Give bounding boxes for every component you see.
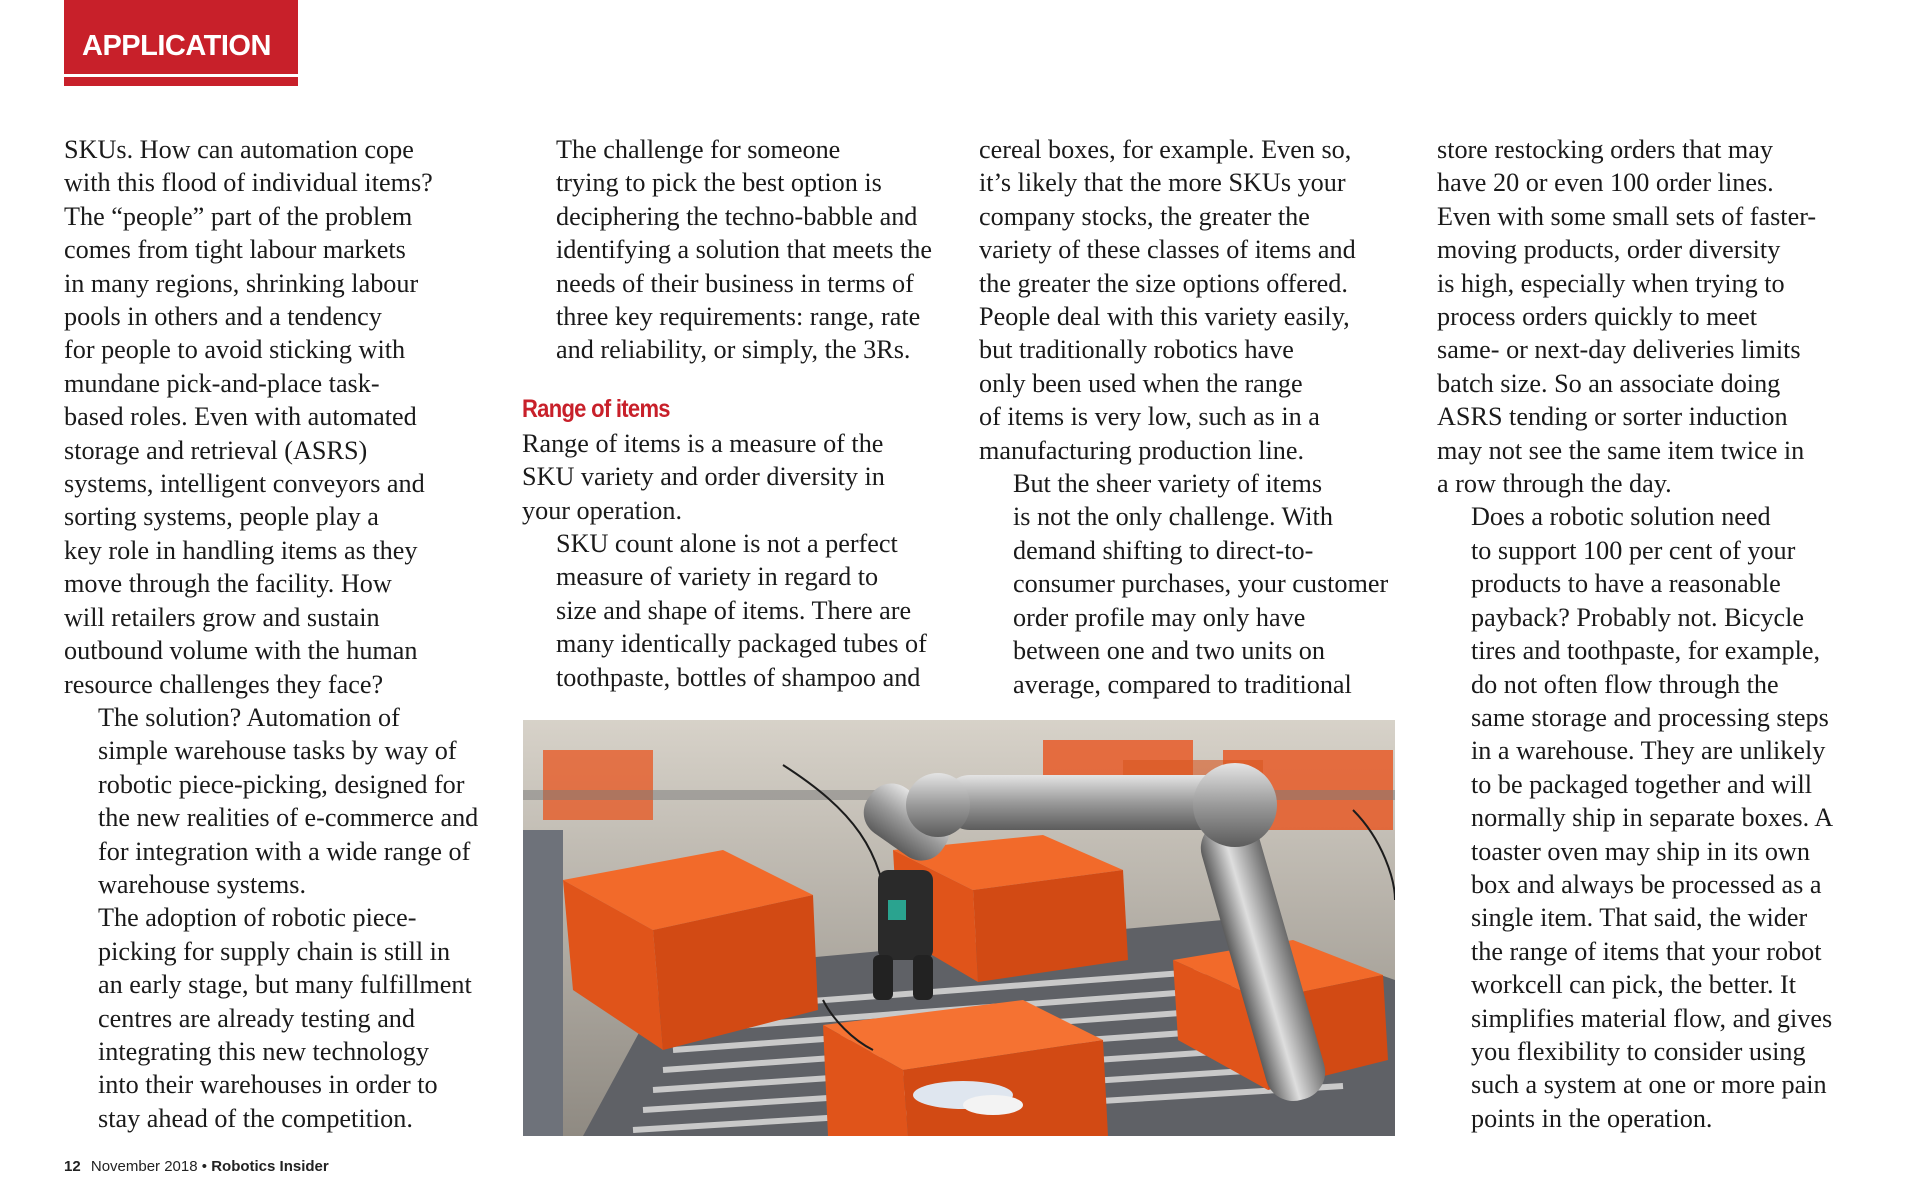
- text-line: to be packaged together and will: [1471, 769, 1813, 799]
- text-line: key role in handling items as they: [64, 535, 418, 565]
- text-line: but traditionally robotics have: [979, 335, 1294, 365]
- text-line: a row through the day.: [1437, 469, 1672, 499]
- text-line: stay ahead of the competition.: [98, 1103, 413, 1133]
- text-line: cereal boxes, for example. Even so,: [979, 135, 1352, 164]
- text-line: SKU variety and order diversity in: [522, 462, 885, 492]
- text-line: in many regions, shrinking labour: [64, 268, 419, 298]
- text-line: toothpaste, bottles of shampoo and: [556, 662, 921, 692]
- text-line: measure of variety in regard to: [556, 562, 879, 592]
- text-column-3: [979, 133, 1419, 701]
- text-line: in a warehouse. They are unlikely: [1471, 736, 1826, 766]
- text-line: the new realities of e-commerce and: [98, 803, 479, 833]
- text-line: SKU count alone is not a perfect: [556, 529, 898, 559]
- text-line: The solution? Automation of: [98, 702, 400, 732]
- text-line: box and always be processed as a: [1471, 869, 1822, 899]
- text-line: Range of items is a measure of the: [522, 428, 884, 458]
- text-line: the greater the size options offered.: [979, 268, 1348, 298]
- text-line: three key requirements: range, rate: [556, 302, 921, 332]
- text-line: the range of items that your robot: [1471, 936, 1822, 966]
- text-line: outbound volume with the human: [64, 636, 418, 666]
- paragraph: [522, 133, 962, 367]
- text-line: Even with some small sets of faster-: [1437, 201, 1817, 231]
- text-line: points in the operation.: [1471, 1103, 1713, 1133]
- paragraph: [1437, 500, 1877, 1135]
- text-column-4: [1437, 133, 1877, 1135]
- text-line: sorting systems, people play a: [64, 502, 379, 532]
- text-line: consumer purchases, your customer: [1013, 569, 1389, 599]
- text-line: such a system at one or more pain: [1471, 1070, 1827, 1100]
- text-line: Does a robotic solution need: [1471, 502, 1771, 532]
- paragraph: [64, 901, 504, 1135]
- text-line: of items is very low, such as in a: [979, 402, 1320, 432]
- paragraph: [522, 427, 962, 527]
- text-line: for people to avoid sticking with: [64, 335, 406, 365]
- robot-picking-photo: [523, 720, 1395, 1136]
- text-line: it’s likely that the more SKUs your: [979, 168, 1346, 198]
- subheading-range-of-items: Range of items: [522, 394, 670, 423]
- text-line: The “people” part of the problem: [64, 201, 413, 231]
- text-line: may not see the same item twice in: [1437, 435, 1805, 465]
- text-line: batch size. So an associate doing: [1437, 368, 1781, 398]
- text-line: size and shape of items. There are: [556, 595, 912, 625]
- text-line: picking for supply chain is still in: [98, 936, 451, 966]
- text-line: is not the only challenge. With: [1013, 502, 1333, 532]
- paragraph: [979, 467, 1419, 701]
- text-line: moving products, order diversity: [1437, 235, 1781, 265]
- text-line: The adoption of robotic piece-: [98, 903, 417, 933]
- text-line: same storage and processing steps: [1471, 702, 1829, 732]
- text-line: But the sheer variety of items: [1013, 469, 1323, 499]
- text-line: deciphering the techno-babble and: [556, 201, 918, 231]
- text-line: into their warehouses in order to: [98, 1070, 438, 1100]
- text-line: workcell can pick, the better. It: [1471, 970, 1797, 1000]
- robot-arm-illustration: [523, 720, 1395, 1136]
- text-line: order profile may only have: [1013, 602, 1306, 632]
- paragraph: [1437, 133, 1877, 500]
- text-line: products to have a reasonable: [1471, 569, 1781, 599]
- text-line: systems, intelligent conveyors and: [64, 469, 425, 499]
- text-line: pools in others and a tendency: [64, 302, 382, 332]
- text-line: needs of their business in terms of: [556, 268, 914, 298]
- text-line: and reliability, or simply, the 3Rs.: [556, 335, 911, 365]
- text-line: variety of these classes of items and: [979, 235, 1356, 265]
- text-column-2: [522, 133, 962, 694]
- footer-separator: •: [201, 1158, 208, 1175]
- issue-date: November 2018: [90, 1158, 198, 1175]
- text-line: comes from tight labour markets: [64, 235, 406, 265]
- publication-name: Robotics Insider: [211, 1158, 329, 1175]
- text-line: storage and retrieval (ASRS): [64, 435, 368, 465]
- text-line: move through the facility. How: [64, 569, 392, 599]
- text-line: robotic piece-picking, designed for: [98, 769, 465, 799]
- text-line: company stocks, the greater the: [979, 201, 1310, 231]
- text-line: integrating this new technology: [98, 1036, 429, 1066]
- text-line: trying to pick the best option is: [556, 168, 882, 198]
- text-line: for integration with a wide range of: [98, 836, 471, 866]
- section-tab: [64, 0, 298, 86]
- text-line: normally ship in separate boxes. A: [1471, 803, 1834, 833]
- paragraph: [64, 701, 504, 901]
- text-line: you flexibility to consider using: [1471, 1036, 1806, 1066]
- text-line: many identically packaged tubes of: [556, 629, 927, 659]
- text-line: demand shifting to direct-to-: [1013, 535, 1314, 565]
- text-line: will retailers grow and sustain: [64, 602, 380, 632]
- page-footer: [64, 1158, 329, 1175]
- text-line: The challenge for someone: [556, 135, 841, 164]
- text-line: SKUs. How can automation cope: [64, 135, 414, 164]
- section-label: APPLICATION: [82, 30, 271, 62]
- text-line: process orders quickly to meet: [1437, 302, 1757, 332]
- text-line: simple warehouse tasks by way of: [98, 736, 457, 766]
- text-line: single item. That said, the wider: [1471, 903, 1808, 933]
- text-line: average, compared to traditional: [1013, 669, 1352, 699]
- text-line: identifying a solution that meets the: [556, 235, 933, 265]
- text-line: your operation.: [522, 495, 682, 525]
- paragraph: [64, 133, 504, 701]
- text-line: same- or next-day deliveries limits: [1437, 335, 1801, 365]
- text-line: payback? Probably not. Bicycle: [1471, 602, 1805, 632]
- text-line: tires and toothpaste, for example,: [1471, 636, 1821, 666]
- text-line: is high, especially when trying to: [1437, 268, 1785, 298]
- text-line: based roles. Even with automated: [64, 402, 417, 432]
- text-column-1: [64, 133, 504, 1135]
- text-line: with this flood of individual items?: [64, 168, 433, 198]
- paragraph: [979, 133, 1419, 467]
- text-line: resource challenges they face?: [64, 669, 384, 699]
- text-line: mundane pick-and-place task-: [64, 368, 380, 398]
- text-line: to support 100 per cent of your: [1471, 535, 1796, 565]
- text-line: between one and two units on: [1013, 636, 1325, 666]
- text-line: warehouse systems.: [98, 869, 307, 899]
- text-line: People deal with this variety easily,: [979, 302, 1350, 332]
- text-line: centres are already testing and: [98, 1003, 415, 1033]
- section-tab-rule: [64, 74, 298, 77]
- text-line: do not often flow through the: [1471, 669, 1779, 699]
- text-line: only been used when the range: [979, 368, 1303, 398]
- text-line: ASRS tending or sorter induction: [1437, 402, 1788, 432]
- text-line: store restocking orders that may: [1437, 135, 1773, 164]
- page-number: 12: [64, 1158, 81, 1175]
- text-line: manufacturing production line.: [979, 435, 1305, 465]
- text-line: simplifies material flow, and gives: [1471, 1003, 1833, 1033]
- text-line: an early stage, but many fulfillment: [98, 970, 472, 1000]
- text-line: have 20 or even 100 order lines.: [1437, 168, 1774, 198]
- paragraph: [522, 527, 962, 694]
- text-line: toaster oven may ship in its own: [1471, 836, 1810, 866]
